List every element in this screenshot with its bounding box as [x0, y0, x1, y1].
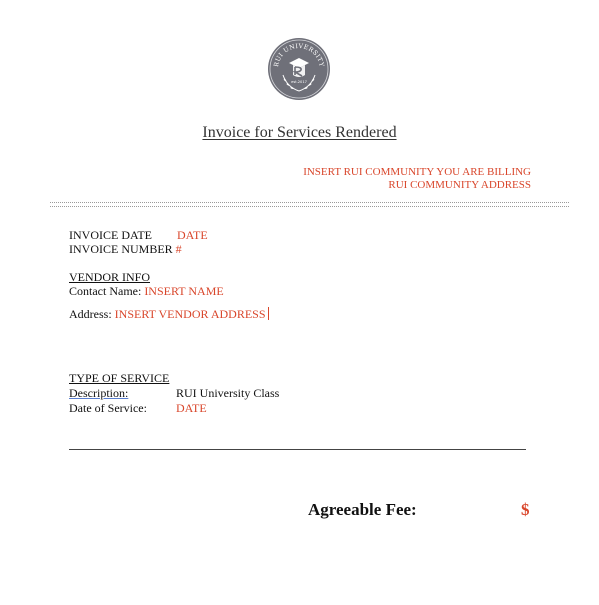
billing-address: RUI COMMUNITY ADDRESS [388, 179, 531, 191]
document-title-text: Invoice for Services Rendered [202, 124, 397, 141]
invoice-date-label: INVOICE DATE [69, 228, 152, 242]
agreeable-fee-label: Agreeable Fee: [308, 500, 417, 519]
rui-university-seal-logo [267, 37, 331, 101]
logo-established-text: est.2017 [291, 80, 307, 84]
invoice-date-value[interactable]: DATE [177, 228, 208, 242]
billing-community: INSERT RUI COMMUNITY YOU ARE BILLING [303, 166, 531, 178]
header-divider [50, 202, 569, 207]
description-label: Description: [69, 386, 129, 400]
text-cursor [268, 307, 269, 320]
date-of-service-label: Date of Service: [69, 401, 147, 415]
vendor-address-label: Address: [69, 307, 112, 321]
vendor-info-heading: VENDOR INFO [69, 270, 150, 284]
date-of-service-row [69, 401, 207, 416]
fee-divider-line [69, 449, 526, 450]
vendor-address-value[interactable]: INSERT VENDOR ADDRESS [114, 307, 266, 321]
billing-block [303, 166, 531, 192]
contact-name-value[interactable]: INSERT NAME [144, 284, 224, 298]
contact-name-label: Contact Name: [69, 284, 142, 298]
description-value[interactable]: RUI University Class [176, 386, 280, 400]
contact-name-row [69, 284, 224, 299]
type-of-service-heading: TYPE OF SERVICE [69, 371, 170, 385]
invoice-date-row [69, 228, 208, 243]
logo-ring-text: RUI UNIVERSITY [273, 42, 325, 68]
description-row [69, 386, 280, 401]
invoice-number-value[interactable]: # [175, 242, 182, 256]
document-title [0, 124, 599, 142]
invoice-number-label: INVOICE NUMBER [69, 242, 173, 256]
agreeable-fee-value[interactable]: $ [521, 500, 530, 519]
vendor-address-row [69, 307, 269, 322]
invoice-number-row [69, 242, 182, 257]
date-of-service-value[interactable]: DATE [176, 401, 207, 415]
